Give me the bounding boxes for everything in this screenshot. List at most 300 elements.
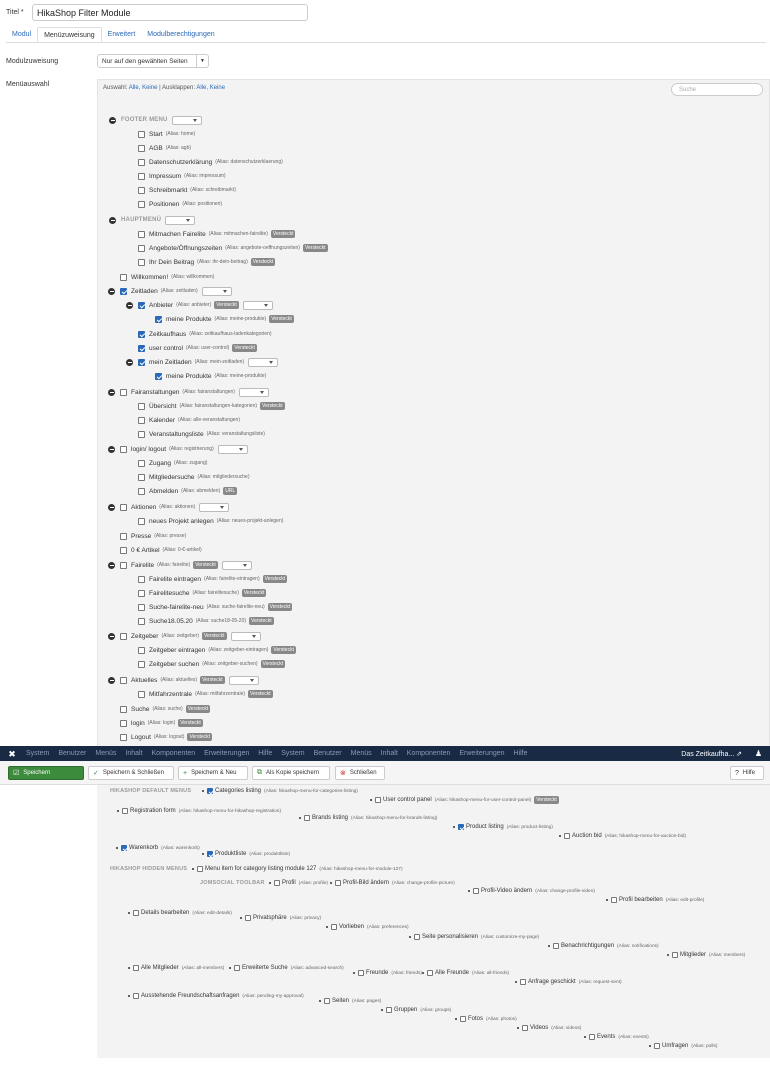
menu-item-checkbox[interactable]: [138, 131, 145, 138]
topbar-menu-inhalt[interactable]: Inhalt: [380, 750, 398, 757]
menu-item-checkbox[interactable]: [120, 288, 127, 295]
collapse-toggle-icon[interactable]: [108, 389, 115, 396]
menu-tree-item: [155, 313, 294, 325]
menu-item-label: 0 € Artikel: [131, 546, 160, 554]
collapse-toggle-icon[interactable]: [108, 446, 115, 453]
bullet-icon: [202, 790, 204, 792]
bullet-icon: [584, 1036, 586, 1038]
bullet-icon: [667, 954, 669, 956]
menu-item-checkbox[interactable]: [120, 734, 127, 741]
status-badge: Versteckt: [272, 231, 294, 237]
menu-item-alias: (Alias: alle-veranstaltungen): [178, 417, 241, 423]
menu-tree-item: [330, 880, 455, 886]
bullet-icon: [192, 868, 194, 870]
bullet-icon: [240, 917, 242, 919]
menu-tree-item: [120, 731, 212, 743]
menu-item-checkbox[interactable]: [138, 231, 145, 238]
menu-item-checkbox[interactable]: [331, 924, 337, 930]
collapse-toggle-icon[interactable]: [126, 359, 133, 366]
collapse-toggle-icon[interactable]: [108, 288, 115, 295]
menu-item-checkbox[interactable]: [138, 661, 145, 668]
menu-item-checkbox[interactable]: [197, 866, 203, 872]
status-badge: Versteckt: [269, 604, 291, 610]
menu-item-label: Datenschutzerklärung: [149, 158, 213, 166]
menu-item-checkbox[interactable]: [120, 706, 127, 713]
menu-item-label: Schreibmarkt: [149, 186, 188, 194]
menu-tree-item: [108, 386, 269, 398]
check-icon: ✓: [93, 770, 99, 777]
topbar-menu-komponenten[interactable]: Komponenten: [406, 750, 451, 757]
title-input[interactable]: [32, 4, 308, 21]
menu-tree-item: [126, 299, 273, 311]
menu-item-checkbox[interactable]: [120, 633, 127, 640]
menu-item-checkbox[interactable]: [564, 833, 570, 839]
menu-item-checkbox[interactable]: [138, 245, 145, 252]
bullet-icon: [269, 882, 271, 884]
menu-tree-item: [128, 965, 224, 971]
status-badge: Versteckt: [189, 734, 211, 740]
chevron-down-icon: ▼: [196, 55, 208, 67]
menu-item-checkbox[interactable]: [138, 576, 145, 583]
menu-item-checkbox[interactable]: [138, 618, 145, 625]
menu-item-checkbox[interactable]: [386, 1007, 392, 1013]
site-link[interactable]: Das Zeitkaufha... ⇗: [681, 750, 742, 758]
status-badge: Versteckt: [195, 562, 216, 568]
expand-label: | Ausklappen:: [159, 85, 196, 91]
menu-options-dropdown[interactable]: [202, 287, 232, 296]
menu-item-alias: (Alias: zeitladen): [160, 288, 198, 294]
save-new-label: Speichern & Neu: [191, 770, 237, 776]
menu-item-checkbox[interactable]: [138, 302, 145, 309]
menu-item-checkbox[interactable]: [120, 562, 127, 569]
menu-item-label: meine Produkte: [166, 372, 212, 380]
menu-options-dropdown[interactable]: [243, 301, 273, 310]
menu-item-label: Videos: [530, 1025, 549, 1031]
menu-tree-item: [138, 428, 265, 440]
menu-item-checkbox[interactable]: [138, 201, 145, 208]
menu-item-checkbox[interactable]: [520, 979, 526, 985]
menu-item-alias: (Alias: fairelite): [157, 562, 191, 568]
menu-item-checkbox[interactable]: [133, 965, 139, 971]
menu-item-checkbox[interactable]: [120, 677, 127, 684]
menu-tree-item: [138, 414, 240, 426]
menu-item-label: Benachrichtigungen: [561, 943, 615, 949]
menu-tree-item: [468, 888, 595, 894]
menu-options-dropdown[interactable]: [218, 445, 248, 454]
menu-item-alias: (Alias: pages): [352, 998, 382, 1004]
menu-item-label: Impressum: [149, 172, 182, 180]
bullet-icon: [453, 826, 455, 828]
joomla-logo-icon[interactable]: ✖: [8, 748, 16, 759]
menu-heading: [110, 788, 191, 794]
menu-item-label: Registration form: [130, 808, 176, 814]
menu-item-checkbox[interactable]: [234, 965, 240, 971]
menu-item-checkbox[interactable]: [122, 808, 128, 814]
topbar-menu-benutzer[interactable]: Benutzer: [313, 750, 342, 757]
menu-item-alias: (Alias: warenkorb): [161, 845, 200, 851]
menu-item-alias: (Alias: profile): [298, 880, 328, 886]
menu-item-label: Aktuelles: [131, 676, 158, 684]
bullet-icon: [649, 1045, 651, 1047]
menu-item-label: Aktionen: [131, 503, 157, 511]
menu-tree-item: [138, 644, 296, 656]
copy-icon: ⧉: [257, 769, 262, 776]
menu-item-label: Angebote/Öffnungszeiten: [149, 244, 223, 252]
menu-item-checkbox[interactable]: [473, 888, 479, 894]
topbar-menu-komponenten[interactable]: Komponenten: [151, 750, 196, 757]
menu-item-checkbox[interactable]: [460, 1016, 466, 1022]
save-new-button[interactable]: [178, 766, 248, 780]
status-badge: Versteckt: [304, 245, 326, 251]
menu-item-label: Ausstehende Freundschaftsanfragen: [141, 993, 240, 999]
topbar-menu-inhalt[interactable]: Inhalt: [125, 750, 143, 757]
menu-tree-item: [109, 214, 195, 226]
menu-options-dropdown[interactable]: [222, 561, 252, 570]
menu-tree-item: [120, 717, 203, 729]
menu-tree-item: [138, 587, 266, 599]
topbar-menu-hilfe[interactable]: Hilfe: [258, 750, 273, 757]
menu-tree-item: [138, 457, 207, 469]
menu-item-checkbox[interactable]: [207, 851, 213, 857]
status-badge: Versteckt: [243, 590, 265, 596]
menu-item-label: Details bearbeiten: [141, 910, 190, 916]
menu-tree-item: [138, 242, 328, 254]
menu-item-alias: (Alias: all-friends): [472, 970, 510, 976]
menu-item-checkbox[interactable]: [155, 373, 162, 380]
menu-item-checkbox[interactable]: [138, 187, 145, 194]
menu-options-dropdown[interactable]: [231, 632, 261, 641]
menu-item-alias: (Alias: meine-produkte): [214, 316, 267, 322]
close-button[interactable]: [335, 766, 385, 780]
menu-tree-item: [138, 400, 285, 412]
menu-item-alias: (Alias: abmelden): [181, 488, 221, 494]
menu-item-checkbox[interactable]: [138, 590, 145, 597]
menu-item-alias: (Alias: mein-zeitladen): [194, 359, 245, 365]
menu-item-checkbox[interactable]: [427, 970, 433, 976]
menu-item-alias: (Alias: fairanstaltungen-kategorien): [179, 403, 258, 409]
menu-item-label: Produktliste: [215, 851, 247, 857]
menu-item-checkbox[interactable]: [358, 970, 364, 976]
menu-item-checkbox[interactable]: [304, 815, 310, 821]
bullet-icon: [326, 926, 328, 928]
menu-item-alias: (Alias: zeitkaufhaus-ladenkategorien): [189, 331, 272, 337]
tab-erweitert[interactable]: Erweitert: [107, 31, 136, 38]
menu-tree-item: [116, 845, 200, 851]
menu-item-label: Kalender: [149, 416, 176, 424]
menu-item-checkbox[interactable]: [138, 417, 145, 424]
collapse-toggle-icon[interactable]: [109, 117, 116, 124]
select-all-link[interactable]: Alle: [128, 85, 139, 91]
bullet-icon: [559, 835, 561, 837]
bullet-icon: [128, 967, 130, 969]
user-icon[interactable]: ♟: [754, 749, 762, 758]
menu-item-checkbox[interactable]: [458, 824, 464, 830]
menu-item-alias: (Alias: hikashop-menu-for-categories-listing): [264, 788, 358, 794]
topbar-menu-menüs[interactable]: Menüs: [95, 750, 117, 757]
menu-item-label: Mitfahrzentrale: [149, 690, 192, 698]
tab-menuzuweisung[interactable]: Menüzuweisung: [37, 27, 102, 42]
menu-tree-item: [128, 910, 232, 916]
status-badge: URL: [225, 488, 236, 494]
bullet-icon: [353, 972, 355, 974]
status-badge: Versteckt: [234, 345, 255, 351]
menu-item-alias: (Alias: suche): [152, 706, 183, 712]
menu-item-label: meine Produkte: [166, 315, 212, 323]
collapse-toggle-icon[interactable]: [108, 562, 115, 569]
menu-item-checkbox[interactable]: [133, 993, 139, 999]
save-button[interactable]: [8, 766, 84, 780]
menu-tree-item: [138, 515, 283, 527]
menu-item-alias: (Alias: datenschutzerklaerung): [215, 159, 283, 165]
tab-modulberechtigungen[interactable]: Modulberechtigungen: [147, 31, 215, 38]
menu-heading-label: HIKASHOP DEFAULT MENUS: [110, 788, 192, 794]
menu-item-alias: (Alias: events): [618, 1034, 649, 1040]
menu-tree-item: [353, 970, 422, 976]
menu-item-checkbox[interactable]: [324, 998, 330, 1004]
topbar-menu-erweiterungen[interactable]: Erweiterungen: [459, 750, 505, 757]
menu-item-alias: (Alias: hikashop-menu-for-module-127): [319, 866, 403, 872]
menu-item-label: Profil: [282, 880, 296, 886]
menu-item-alias: (Alias: zeitgeber-suchen): [202, 661, 258, 667]
menu-item-label: Zeitgeber suchen: [149, 660, 200, 668]
menu-item-label: Mitmachen Fairelite: [149, 230, 206, 238]
menu-item-label: Suche: [131, 705, 150, 713]
bullet-icon: [606, 899, 608, 901]
menu-heading: FOOTER MENU: [121, 117, 168, 123]
menu-tree-item: [381, 1007, 451, 1013]
menu-item-checkbox[interactable]: [138, 488, 145, 495]
menu-item-checkbox[interactable]: [138, 173, 145, 180]
menu-item-alias: (Alias: hikashop-menu-for-hikashop-registration): [178, 808, 282, 814]
menu-item-alias: (Alias: edit-profile): [665, 897, 705, 903]
menu-item-checkbox[interactable]: [120, 446, 127, 453]
menu-tree-item: [109, 114, 202, 126]
menu-item-label: Erweiterte Suche: [242, 965, 288, 971]
menu-options-dropdown[interactable]: [172, 116, 202, 125]
topbar-menu-system[interactable]: System: [26, 750, 50, 757]
menu-item-checkbox[interactable]: [138, 159, 145, 166]
menu-item-checkbox[interactable]: [138, 403, 145, 410]
modulzuweisung-select[interactable]: [97, 54, 209, 68]
menu-item-checkbox[interactable]: [138, 145, 145, 152]
search-input[interactable]: Suche: [671, 83, 763, 96]
menu-item-alias: (Alias: videos): [551, 1025, 582, 1031]
menu-item-checkbox[interactable]: [522, 1025, 528, 1031]
menu-item-checkbox[interactable]: [589, 1034, 595, 1040]
bullet-icon: [381, 1009, 383, 1011]
menu-tree-item: [138, 485, 237, 497]
expand-none-link[interactable]: Keine: [209, 85, 226, 91]
save-close-button[interactable]: [88, 766, 174, 780]
menu-item-checkbox[interactable]: [120, 533, 127, 540]
menu-item-alias: (Alias: zugang): [174, 460, 208, 466]
menu-item-label: Categories listing: [215, 788, 262, 794]
menu-item-alias: (Alias: user-control): [185, 345, 230, 351]
save-label: Speichern: [23, 770, 51, 776]
menu-item-checkbox[interactable]: [138, 345, 145, 352]
menu-item-checkbox[interactable]: [335, 880, 341, 886]
topbar-menu-system[interactable]: System: [281, 750, 305, 757]
menu-item-label: Zeitgeber eintragen: [149, 646, 206, 654]
menu-item-alias: (Alias: polls): [691, 1043, 718, 1049]
menu-item-checkbox[interactable]: [155, 316, 162, 323]
menu-item-checkbox[interactable]: [138, 518, 145, 525]
menu-item-checkbox[interactable]: [672, 952, 678, 958]
menu-item-checkbox[interactable]: [207, 788, 213, 794]
menu-item-label: Vorlieben: [339, 924, 365, 930]
menu-item-alias: (Alias: photos): [486, 1016, 517, 1022]
menu-item-alias: (Alias: friends): [391, 970, 423, 976]
menu-item-alias: (Alias: mitfahrzentrale): [195, 691, 246, 697]
save-close-label: Speichern & Schließen: [102, 770, 164, 776]
menu-item-alias: (Alias: willkommen): [171, 274, 215, 280]
menu-tree-item: [138, 328, 272, 340]
menu-item-checkbox[interactable]: [138, 647, 145, 654]
quick-select-label: Auswahl:: [103, 85, 128, 91]
menu-item-checkbox[interactable]: [133, 910, 139, 916]
menu-item-checkbox[interactable]: [138, 604, 145, 611]
bullet-icon: [370, 799, 372, 801]
menu-item-alias: (Alias: advanced-search): [290, 965, 344, 971]
status-badge: Versteckt: [536, 797, 557, 803]
menu-heading: [200, 880, 265, 886]
menu-options-dropdown[interactable]: [229, 676, 259, 685]
menu-options-dropdown[interactable]: [239, 388, 269, 397]
menu-tree-item: [192, 866, 403, 872]
menu-tree-item: [517, 1025, 581, 1031]
menu-item-label: Seite personalisieren: [422, 934, 479, 940]
menu-tree-item: [202, 851, 290, 857]
bullet-icon: [409, 936, 411, 938]
menu-tree-item: [202, 788, 358, 794]
menu-item-checkbox[interactable]: [120, 720, 127, 727]
menu-item-checkbox[interactable]: [138, 474, 145, 481]
menu-tree-item: [326, 924, 409, 930]
status-badge: Versteckt: [264, 576, 286, 582]
menu-item-checkbox[interactable]: [553, 943, 559, 949]
bullet-icon: [422, 972, 424, 974]
menu-item-label: user control: [149, 344, 183, 352]
collapse-toggle-icon[interactable]: [109, 217, 116, 224]
collapse-toggle-icon[interactable]: [126, 302, 133, 309]
menu-item-checkbox[interactable]: [274, 880, 280, 886]
menu-item-checkbox[interactable]: [611, 897, 617, 903]
menu-item-checkbox[interactable]: [414, 934, 420, 940]
menu-item-checkbox[interactable]: [120, 547, 127, 554]
menu-item-checkbox[interactable]: [121, 845, 127, 851]
expand-all-link[interactable]: Alle: [196, 85, 207, 91]
status-badge: Versteckt: [216, 302, 237, 308]
menu-tree-item: [126, 356, 278, 368]
bullet-icon: [319, 1000, 321, 1002]
menu-item-alias: (Alias: fairelitesuche): [192, 590, 239, 596]
menu-item-checkbox[interactable]: [138, 460, 145, 467]
menu-item-checkbox[interactable]: [654, 1043, 660, 1049]
menu-item-checkbox[interactable]: [138, 431, 145, 438]
menu-options-dropdown[interactable]: [199, 503, 229, 512]
collapse-toggle-icon[interactable]: [108, 677, 115, 684]
save-icon: ☑: [13, 770, 20, 777]
menuauswahl-label: Menüauswahl: [6, 81, 50, 88]
menu-item-alias: (Alias: angebote-oeffnungszeiten): [225, 245, 300, 251]
menu-tree-item: [515, 979, 622, 985]
tab-bar: [6, 27, 766, 43]
menu-item-alias: (Alias: logout): [153, 734, 185, 740]
menu-item-label: Fairelite eintragen: [149, 575, 202, 583]
menu-options-dropdown[interactable]: [165, 216, 195, 225]
menu-item-checkbox[interactable]: [245, 915, 251, 921]
menu-tree-item: [138, 471, 250, 483]
menu-item-alias: (Alias: positionen): [182, 201, 223, 207]
menu-options-dropdown[interactable]: [248, 358, 278, 367]
menu-tree-item: [120, 530, 186, 542]
menu-item-label: Events: [597, 1034, 616, 1040]
menu-item-alias: (Alias: all-members): [181, 965, 225, 971]
menu-item-checkbox[interactable]: [138, 691, 145, 698]
menu-tree-item: [229, 965, 344, 971]
status-badge: Versteckt: [271, 316, 292, 322]
menu-item-checkbox[interactable]: [120, 504, 127, 511]
topbar-menu-benutzer[interactable]: Benutzer: [58, 750, 87, 757]
save-copy-button[interactable]: [252, 766, 330, 780]
select-none-link[interactable]: Keine: [142, 85, 158, 91]
menu-tree-item: [138, 142, 191, 154]
menu-item-label: Zeitgeber: [131, 632, 159, 640]
menu-item-alias: (Alias: home): [165, 131, 196, 137]
collapse-toggle-icon[interactable]: [108, 633, 115, 640]
status-badge: Versteckt: [251, 618, 272, 624]
menu-item-alias: (Alias: privacy): [289, 915, 322, 921]
bullet-icon: [229, 967, 231, 969]
menu-item-label: Fairelite: [131, 561, 155, 569]
menu-item-label: AGB: [149, 144, 163, 152]
menu-item-label: Freunde: [366, 970, 389, 976]
menu-selection-panel: [97, 79, 770, 747]
menu-item-checkbox[interactable]: [138, 359, 145, 366]
menu-item-alias: (Alias: edit-details): [192, 910, 232, 916]
status-badge: Versteckt: [262, 661, 284, 667]
topbar-menu-hilfe[interactable]: Hilfe: [513, 750, 528, 757]
menu-tree-item: [409, 934, 539, 940]
menu-item-alias: (Alias: zeitgeber-eintragen): [208, 647, 269, 653]
topbar-menu-menüs[interactable]: Menüs: [350, 750, 372, 757]
menu-item-checkbox[interactable]: [120, 389, 127, 396]
menu-item-alias: (Alias: fairelite-eintragen): [204, 576, 260, 582]
status-badge: Versteckt: [203, 633, 225, 639]
menu-item-alias: (Alias: aktionen): [159, 504, 196, 510]
menu-tree-item: [120, 703, 210, 715]
menu-item-label: Start: [149, 130, 163, 138]
menu-item-checkbox[interactable]: [138, 259, 145, 266]
menu-item-alias: (Alias: anbieter): [176, 302, 212, 308]
bullet-icon: [128, 912, 130, 914]
menu-heading: [110, 866, 187, 872]
collapse-toggle-icon[interactable]: [108, 504, 115, 511]
status-badge: Versteckt: [187, 706, 209, 712]
title-label: Titel *: [6, 9, 24, 16]
menu-tree-item: [667, 952, 745, 958]
menu-item-label: Mitglieder: [680, 952, 707, 958]
menu-item-label: mein Zeitladen: [149, 358, 192, 366]
menu-item-checkbox[interactable]: [375, 797, 381, 803]
menu-item-label: Gruppen: [394, 1007, 418, 1013]
menu-item-checkbox[interactable]: [138, 331, 145, 338]
help-button[interactable]: [730, 766, 764, 780]
menu-item-checkbox[interactable]: [120, 274, 127, 281]
topbar-menu-erweiterungen[interactable]: Erweiterungen: [204, 750, 250, 757]
tab-modul[interactable]: Modul: [12, 31, 32, 38]
menu-tree-item: [138, 342, 257, 354]
